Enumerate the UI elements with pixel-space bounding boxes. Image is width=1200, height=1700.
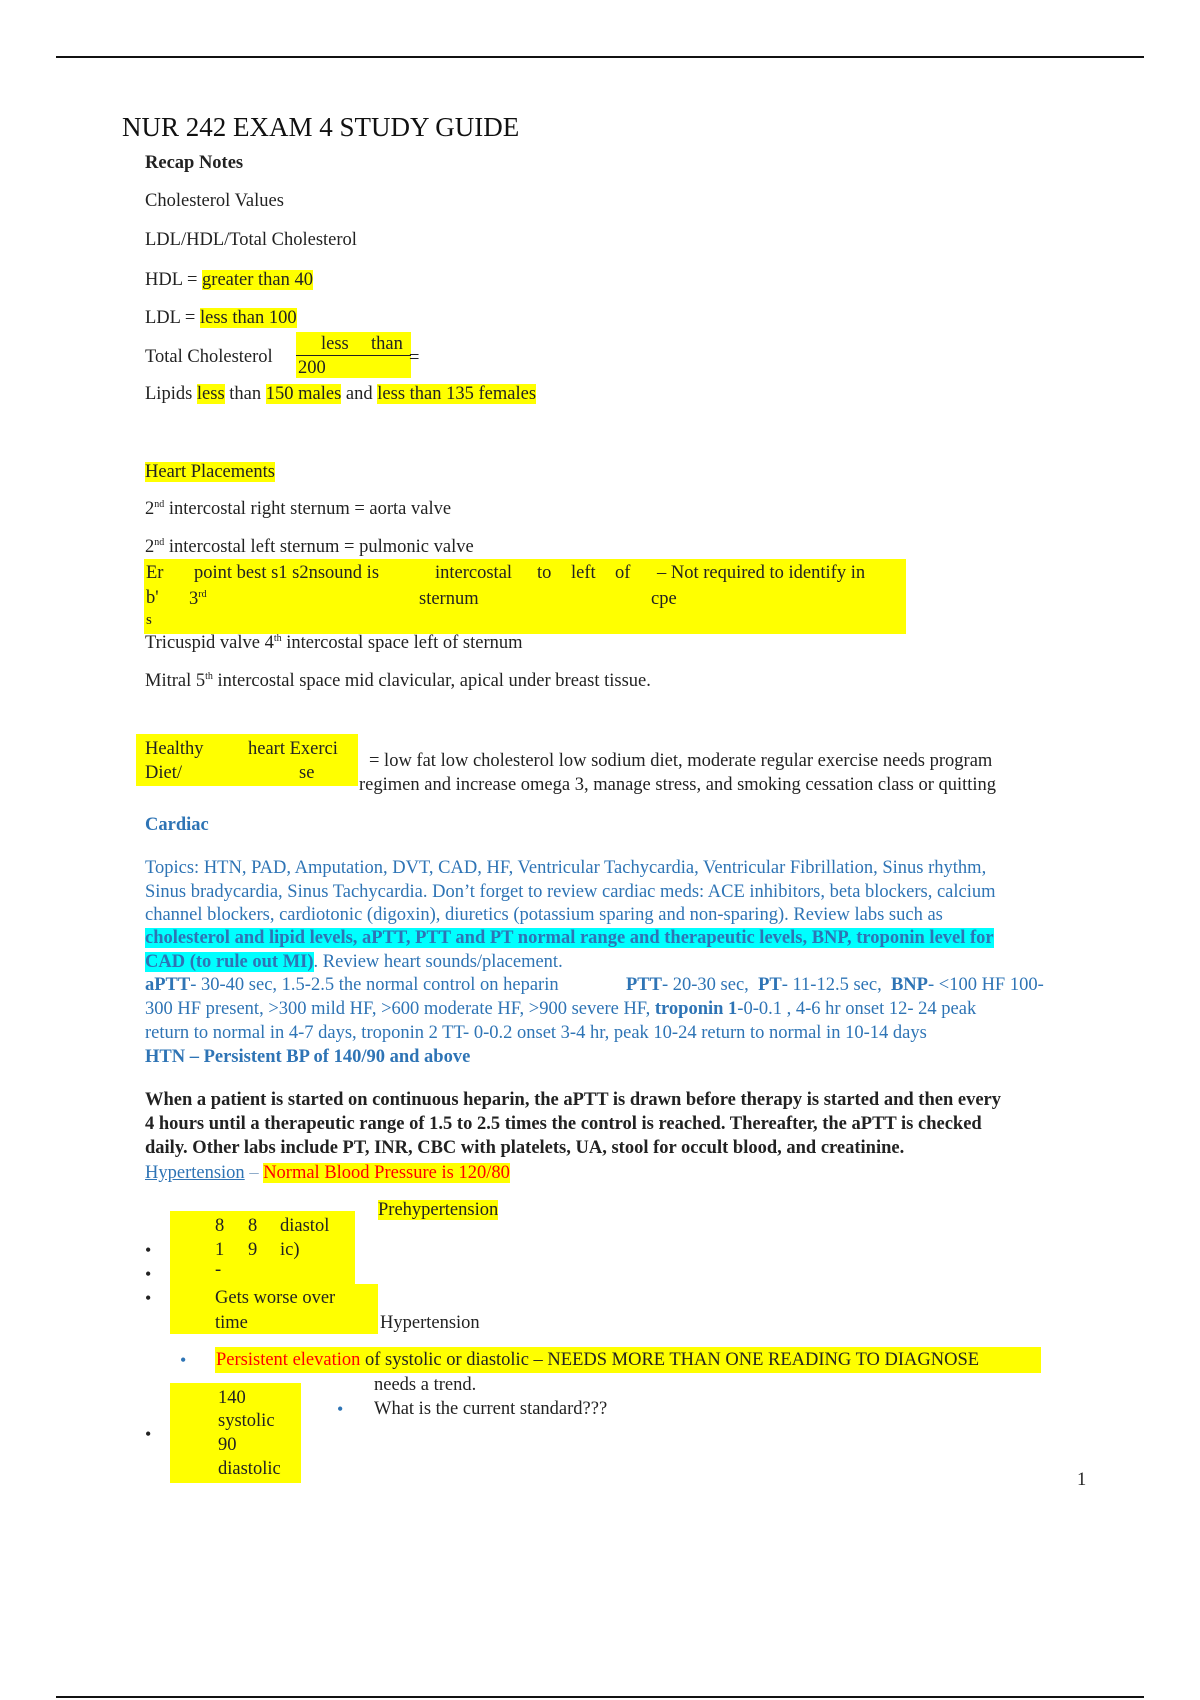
- hdl-value: greater than 40: [202, 270, 313, 290]
- erbs-point-text: point best s1 s2nsound is: [194, 563, 380, 583]
- mitral-text: intercostal space mid clavicular, apical under breast tissue.: [212, 671, 651, 692]
- fraction-line: [296, 355, 411, 356]
- lipids-males: 150 males: [265, 384, 342, 404]
- pre-e: 9: [248, 1240, 258, 1260]
- bullet-persistent: •: [180, 1350, 187, 1370]
- persistent-rest: of systolic or diastolic – NEEDS MORE THAN ONE READING TO DIAGNOSE: [360, 1350, 980, 1370]
- erbs-c2: b': [146, 588, 159, 608]
- total-cholesterol-label: Total Cholesterol: [145, 347, 273, 367]
- erbs-3-num: 3: [189, 589, 199, 610]
- lipids-text-1: Lipids: [145, 384, 197, 404]
- cardiac-topics-2: Sinus bradycardia, Sinus Tachycardia. Don’t forget to review cardiac meds: ACE inhibitors, beta blockers, calcium: [145, 882, 996, 902]
- cardiac-topics-4: [145, 952, 563, 973]
- healthy-line2: regimen and increase omega 3, manage stress, and smoking cessation class or quitting: [359, 775, 997, 795]
- erbs-not-required: – Not required to identify in: [657, 563, 866, 583]
- prehypertension-text: Prehypertension: [378, 1200, 499, 1220]
- cardiac-labs-text-2: CAD (to rule out MI): [145, 952, 314, 972]
- pre-c: diastol: [280, 1216, 330, 1236]
- hyp-val-3: 90: [218, 1435, 237, 1455]
- tricuspid-line: [145, 633, 523, 654]
- ldl-hdl-total: LDL/HDL/Total Cholesterol: [145, 230, 357, 250]
- bullet-1: •: [145, 1240, 152, 1260]
- heart-exerci-text: heart Exerci: [248, 739, 338, 759]
- hypertension-dash: –: [244, 1163, 264, 1183]
- erbs-left: left: [571, 563, 596, 583]
- total-than: than: [371, 334, 403, 354]
- hdl-label: HDL =: [145, 270, 203, 290]
- lipids-text-3: and: [341, 384, 378, 404]
- ldl-label: LDL =: [145, 308, 200, 328]
- total-less: less: [321, 334, 349, 354]
- pulmonic-valve-line: [145, 537, 474, 558]
- hyp-val-2: systolic: [218, 1411, 275, 1431]
- lipids-text-2: than: [224, 384, 266, 404]
- worse-over-time-2: time: [215, 1313, 248, 1333]
- hdl-line: [145, 270, 313, 291]
- bnp-text: - <100 HF 100-: [927, 975, 1044, 995]
- hypertension-line: [145, 1163, 510, 1184]
- mitral-num: Mitral 5: [145, 671, 206, 692]
- mitral-line: [145, 671, 651, 692]
- troponin-label: troponin 1: [654, 999, 738, 1019]
- bnp-continued-line: [145, 999, 976, 1020]
- lipids-females: less than 135 females: [377, 384, 537, 404]
- bullet-4: •: [145, 1424, 152, 1444]
- ptt-label: PTT: [626, 975, 662, 995]
- bullet-2: •: [145, 1264, 152, 1284]
- lipids-less: less: [196, 384, 225, 404]
- hyp-val-4: diastolic: [218, 1459, 281, 1479]
- total-value: 200: [298, 358, 326, 378]
- erbs-of: of: [615, 563, 631, 583]
- pre-a: 8: [215, 1216, 225, 1236]
- bnp-continued-text: 300 HF present, >300 mild HF, >600 moderate HF, >900 severe HF,: [145, 999, 651, 1019]
- cholesterol-values: Cholesterol Values: [145, 191, 284, 211]
- bottom-rule: [56, 1696, 1144, 1698]
- heart-placements-heading: [145, 462, 275, 483]
- troponin-text: -0-0.1 , 4-6 hr onset 12- 24 peak: [737, 999, 977, 1019]
- erbs-3-sup: rd: [198, 589, 207, 600]
- bullet-3: •: [145, 1288, 152, 1308]
- persistent-line: [216, 1350, 979, 1371]
- current-standard: What is the current standard???: [374, 1399, 608, 1419]
- persistent-elevation: Persistent elevation: [216, 1350, 361, 1370]
- pre-b: 8: [248, 1216, 258, 1236]
- pt-text: - 11-12.5 sec,: [781, 975, 882, 995]
- ptt-text: - 20-30 sec,: [661, 975, 749, 995]
- recap-heading: Recap Notes: [145, 153, 244, 173]
- page-title: NUR 242 EXAM 4 STUDY GUIDE: [122, 112, 520, 142]
- cardiac-topics-3: channel blockers, cardiotonic (digoxin), diuretics (potassium sparing and non-sparing). Review labs such as: [145, 905, 943, 925]
- healthy-line1: = low fat low cholesterol low sodium diet, moderate regular exercise needs program: [369, 751, 993, 771]
- tricuspid-text: intercostal space left of sternum: [281, 633, 523, 654]
- lipids-line: [145, 384, 536, 405]
- heparin-line3: daily. Other labs include PT, INR, CBC with platelets, UA, stool for occult blood, and creatinine.: [145, 1138, 905, 1158]
- erbs-3rd: [189, 589, 207, 610]
- aorta-sup: nd: [154, 499, 165, 510]
- ldl-value: less than 100: [199, 308, 297, 328]
- worse-over-time-1: Gets worse over: [215, 1288, 336, 1308]
- pulmonic-num: 2: [145, 537, 155, 558]
- tricuspid-num: Tricuspid valve 4: [145, 633, 274, 654]
- bullet-current: •: [337, 1399, 344, 1419]
- cardiac-review-heart: . Review heart sounds/placement.: [313, 952, 563, 972]
- heparin-line2: 4 hours until a therapeutic range of 1.5 to 2.5 times the control is reached. Thereafter, the aPTT is checked: [145, 1114, 982, 1134]
- healthy-text: Healthy: [145, 739, 204, 759]
- pre-d: 1: [215, 1240, 225, 1260]
- erbs-intercostal: intercostal: [435, 563, 513, 583]
- heparin-line1: When a patient is started on continuous heparin, the aPTT is drawn before therapy is started and then every: [145, 1090, 1002, 1110]
- needs-trend: needs a trend.: [374, 1375, 477, 1395]
- erbs-sternum: sternum: [419, 589, 479, 609]
- erbs-cpe: cpe: [651, 589, 677, 609]
- cardiac-labs-text-1: cholesterol and lipid levels, aPTT, PTT and PT normal range and therapeutic levels, BNP, troponin level for: [145, 928, 994, 948]
- htn-definition: HTN – Persistent BP of 140/90 and above: [145, 1047, 471, 1067]
- aorta-valve-line: [145, 499, 451, 520]
- ldl-line: [145, 308, 297, 329]
- pulmonic-sup: nd: [154, 537, 165, 548]
- troponin-continued-line: return to normal in 4-7 days, troponin 2 TT- 0-0.2 onset 3-4 hr, peak 10-24 return to normal in 10-14 days: [145, 1023, 927, 1043]
- pt-label: PT: [758, 975, 782, 995]
- erbs-c1: Er: [146, 563, 164, 583]
- heart-placements-text: Heart Placements: [145, 462, 275, 482]
- mitral-sup: th: [205, 671, 213, 682]
- pre-g: -: [215, 1260, 222, 1280]
- se-text: se: [299, 763, 315, 783]
- page-number: 1: [1077, 1470, 1087, 1490]
- cardiac-topics-1: Topics: HTN, PAD, Amputation, DVT, CAD, HF, Ventricular Tachycardia, Ventricular Fibrillation, Sinus rhythm,: [145, 858, 987, 878]
- aptt-label: aPTT: [145, 975, 191, 995]
- erbs-to: to: [537, 563, 552, 583]
- aptt-text: - 30-40 sec, 1.5-2.5 the normal control on heparin: [190, 975, 559, 995]
- cardiac-labs-highlight-1: [145, 928, 994, 949]
- hypertension-label: Hypertension: [380, 1313, 480, 1333]
- total-equals: =: [409, 348, 420, 368]
- aorta-num: 2: [145, 499, 155, 520]
- aorta-text: intercostal right sternum = aorta valve: [164, 499, 452, 520]
- hypertension-link[interactable]: Hypertension: [145, 1163, 245, 1183]
- normal-bp-text: Normal Blood Pressure is 120/80: [263, 1163, 510, 1183]
- top-rule: [56, 56, 1144, 58]
- tricuspid-sup: th: [273, 633, 282, 644]
- pulmonic-text: intercostal left sternum = pulmonic valve: [164, 537, 474, 558]
- pre-f: ic): [280, 1240, 300, 1260]
- bnp-label: BNP: [890, 975, 928, 995]
- diet-text: Diet/: [145, 763, 182, 783]
- ptt-line: [626, 975, 1044, 996]
- prehypertension-label: [378, 1200, 498, 1221]
- erbs-c3: s: [146, 612, 152, 628]
- hyp-val-1: 140: [218, 1388, 246, 1408]
- cardiac-heading: Cardiac: [145, 815, 209, 835]
- aptt-line: [145, 975, 559, 996]
